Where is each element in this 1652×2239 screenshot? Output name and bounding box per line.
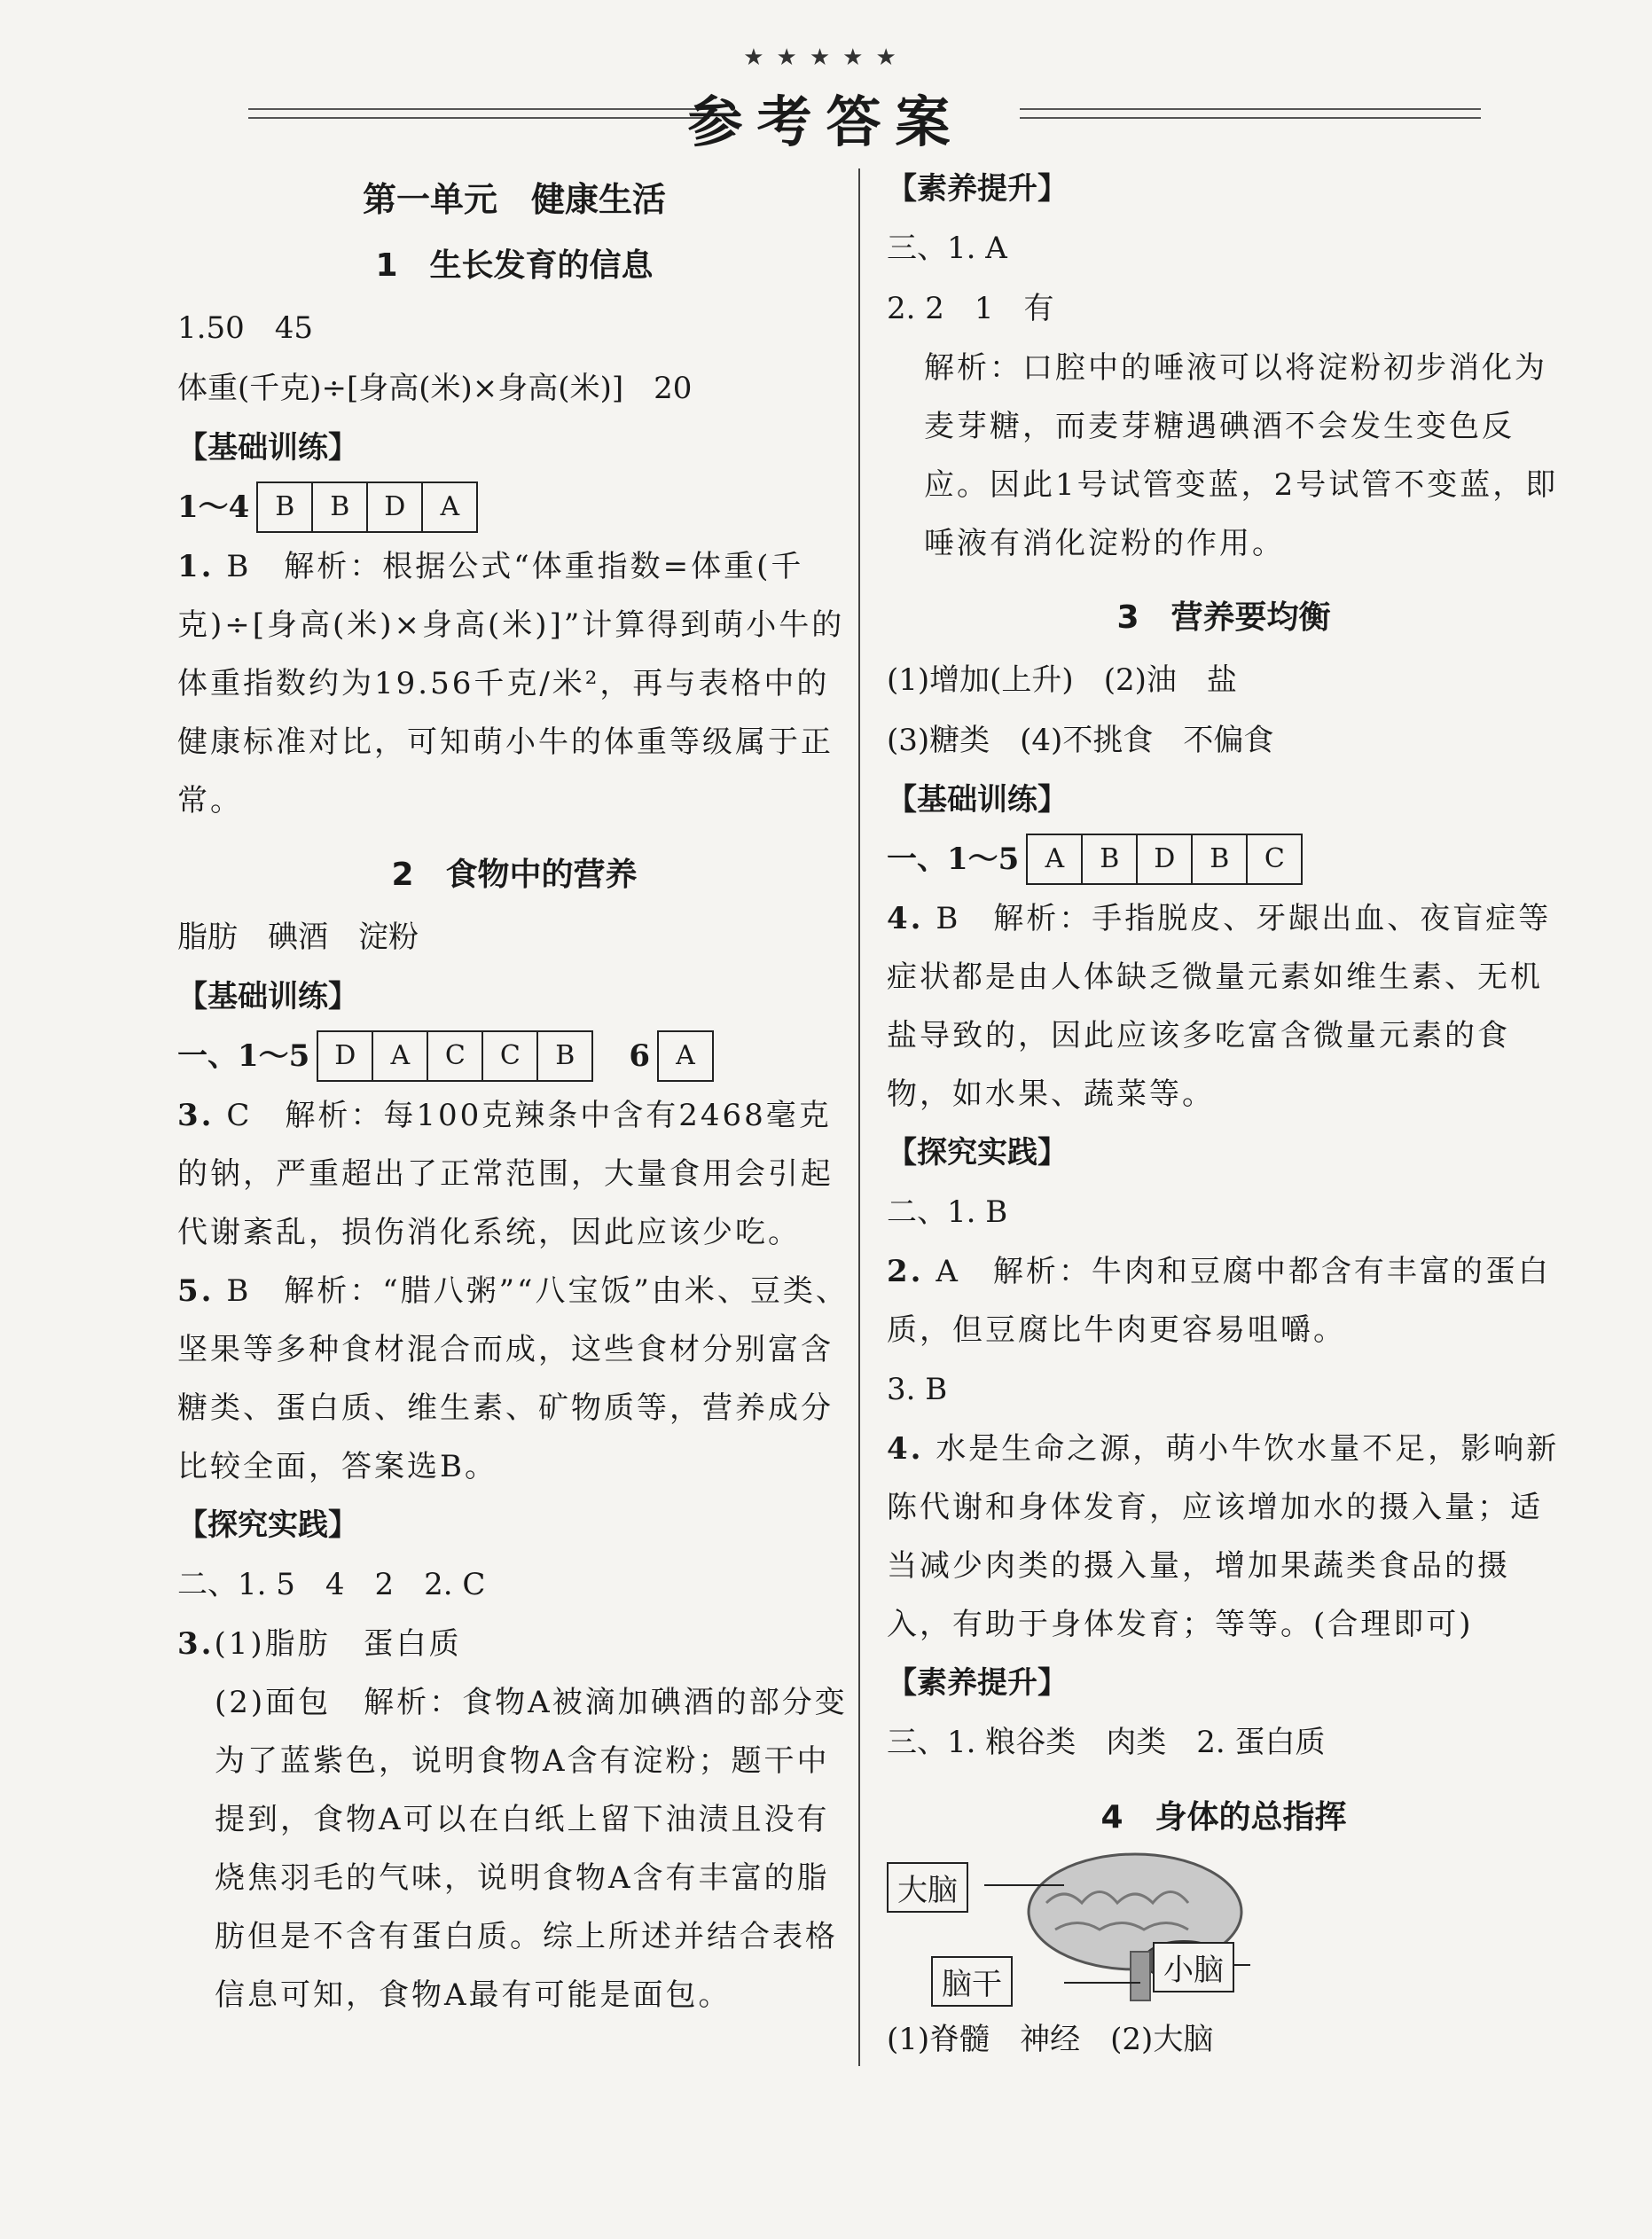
lesson-3-title: 3 营养要均衡	[1116, 599, 1331, 636]
left-column	[177, 160, 851, 2024]
l3-i1: 三、1. 粮谷类 肉类 2. 蛋白质	[887, 1725, 1326, 1760]
answer-boxes-2	[657, 1030, 714, 1082]
improve-1: 三、1. A	[887, 231, 1007, 266]
answer-box: B	[1083, 835, 1138, 883]
l3-line1: (1)增加(上升) (2)油 盐	[887, 662, 1237, 698]
answer-box: B	[1193, 835, 1248, 883]
question-number: 3.	[177, 1626, 215, 1662]
l2-q3	[177, 1086, 851, 1262]
question-text: (1)脂肪 蛋白质	[214, 1626, 462, 1662]
answer-box: B	[313, 483, 368, 531]
improve-2: 2. 2 1 有	[887, 291, 1054, 326]
l3-answer-row	[887, 829, 1561, 889]
question-number: 4.	[887, 901, 924, 936]
question-text: B 解析：手指脱皮、牙龈出血、夜盲症等症状都是由人体缺乏微量元素如维生素、无机盐导致的，因此应该多吃富含微量元素的食物，如水果、蔬菜等。	[887, 901, 1552, 1112]
answer-row-label: 一、1～5	[887, 842, 1020, 877]
brain-diagram	[887, 1850, 1561, 2009]
right-column	[887, 160, 1561, 2070]
answer-boxes	[1026, 834, 1303, 885]
l1-q1	[177, 537, 851, 830]
answer-box: D	[1138, 835, 1193, 883]
l2-section-basic: 【基础训练】	[177, 979, 358, 1014]
question-text: A 解析：牛肉和豆腐中都含有丰富的蛋白质，但豆腐比牛肉更容易咀嚼。	[887, 1254, 1551, 1348]
l1-line2: 体重(千克)÷[身高(米)×身高(米)] 20	[177, 371, 693, 406]
lesson-4-title: 4 身体的总指挥	[1100, 1799, 1347, 1836]
question-number: 3.	[177, 1098, 215, 1133]
answer-box: C	[1264, 843, 1285, 874]
answer-boxes	[256, 481, 478, 533]
question-number: 4.	[887, 1431, 924, 1467]
question-number: 5.	[177, 1273, 215, 1309]
l1-answer-row	[177, 477, 851, 537]
answer-boxes	[317, 1030, 593, 1082]
l2-line1: 脂肪 碘酒 淀粉	[177, 920, 419, 955]
l1-line1: 1.50 45	[177, 310, 313, 346]
answer-box: D	[368, 483, 423, 531]
answer-box: A	[373, 1032, 428, 1080]
question-text: C 解析：每100克辣条中含有2468毫克的钠，严重超出了正常范围，大量食用会引起代谢紊乱，损伤消化系统，因此应该少吃。	[177, 1098, 834, 1250]
answer-box: A	[1028, 835, 1083, 883]
question-text: B 解析：根据公式“体重指数=体重(千克)÷[身高(米)×身高(米)]”计算得到萌小牛的体重指数约为19.56千克/米²，再与表格中的健康标准对比，可知萌小牛的体重等级属于正常。	[177, 549, 845, 818]
analysis-text: 解析：口腔中的唾液可以将淀粉初步消化为麦芽糖，而麦芽糖遇碘酒不会发生变色反应。因此1号试管变蓝，2号试管不变蓝，即唾液有消化淀粉的作用。	[924, 350, 1559, 561]
page-header	[0, 44, 1652, 154]
column-divider	[858, 168, 860, 2066]
question-text-2: (2)面包 解析：食物A被滴加碘酒的部分变为了蓝紫色，说明食物A含有淀粉；题干中提到，食物A可以在白纸上留下油渍且没有烧焦羽毛的气味，说明食物A含有丰富的脂肪但是不含有蛋白质。综上所述并结合表格信息可知，食物A最有可能是面包。	[215, 1685, 848, 2013]
label-cerebellum: 小脑	[1153, 1942, 1234, 1992]
l3-line2: (3)糖类 (4)不挑食 不偏食	[887, 723, 1274, 758]
answer-box: B	[258, 483, 313, 531]
l3-q4	[887, 889, 1561, 1123]
l3-section-basic: 【基础训练】	[887, 782, 1068, 818]
answer-box: A	[440, 491, 460, 522]
label-cerebrum: 大脑	[887, 1862, 968, 1913]
l3-section-improve: 【素养提升】	[887, 1665, 1068, 1701]
l3-e4	[887, 1420, 1561, 1654]
answer-box: C	[483, 1032, 538, 1080]
answer-box: A	[676, 1040, 695, 1071]
l4-line1: (1)脊髓 神经 (2)大脑	[887, 2022, 1214, 2057]
answer-box: D	[318, 1032, 373, 1080]
stars-decoration: ★★★★★	[743, 44, 909, 71]
l3-e3: 3. B	[887, 1372, 948, 1407]
answer-box: B	[555, 1040, 575, 1071]
question-number: 1.	[177, 549, 215, 584]
question-text: 水是生命之源，萌小牛饮水量不足，影响新陈代谢和身体发育，应该增加水的摄入量；适当减少肉类的摄入量，增加果蔬类食品的摄入，有助于身体发育；等等。(合理即可)	[887, 1431, 1560, 1642]
answer-row-label: 一、1～5	[177, 1038, 310, 1074]
lesson-2-title: 2 食物中的营养	[391, 857, 638, 893]
l2-q5	[177, 1262, 851, 1496]
header-rule-right	[1020, 108, 1481, 119]
answer-row-label: 1～4	[177, 489, 250, 525]
improve-2-analysis	[887, 339, 1561, 573]
l2-ex3	[177, 1615, 851, 2024]
l1-section-basic: 【基础训练】	[177, 430, 358, 466]
section-improve: 【素养提升】	[887, 171, 1068, 207]
l2-answer-row	[177, 1026, 851, 1086]
question-number: 2.	[887, 1254, 924, 1289]
l3-e1: 二、1. B	[887, 1194, 1008, 1230]
answer-box: C	[428, 1032, 483, 1080]
l2-section-explore: 【探究实践】	[177, 1507, 358, 1543]
label-brainstem: 脑干	[931, 1956, 1013, 2007]
lesson-1-title: 1 生长发育的信息	[375, 247, 654, 284]
l2-ex1: 二、1. 5 4 2 2. C	[177, 1567, 486, 1602]
page-title: 参考答案	[687, 90, 965, 154]
question-text: B 解析：“腊八粥”“八宝饭”由米、豆类、坚果等多种食材混合而成，这些食材分别富含糖类、蛋白质、维生素、矿物质等，营养成分比较全面，答案选B。	[177, 1273, 849, 1484]
answer-row-label-2: 6	[629, 1038, 650, 1074]
l3-section-explore: 【探究实践】	[887, 1135, 1068, 1170]
unit-title: 第一单元 健康生活	[362, 180, 666, 219]
l3-e2	[887, 1242, 1561, 1359]
